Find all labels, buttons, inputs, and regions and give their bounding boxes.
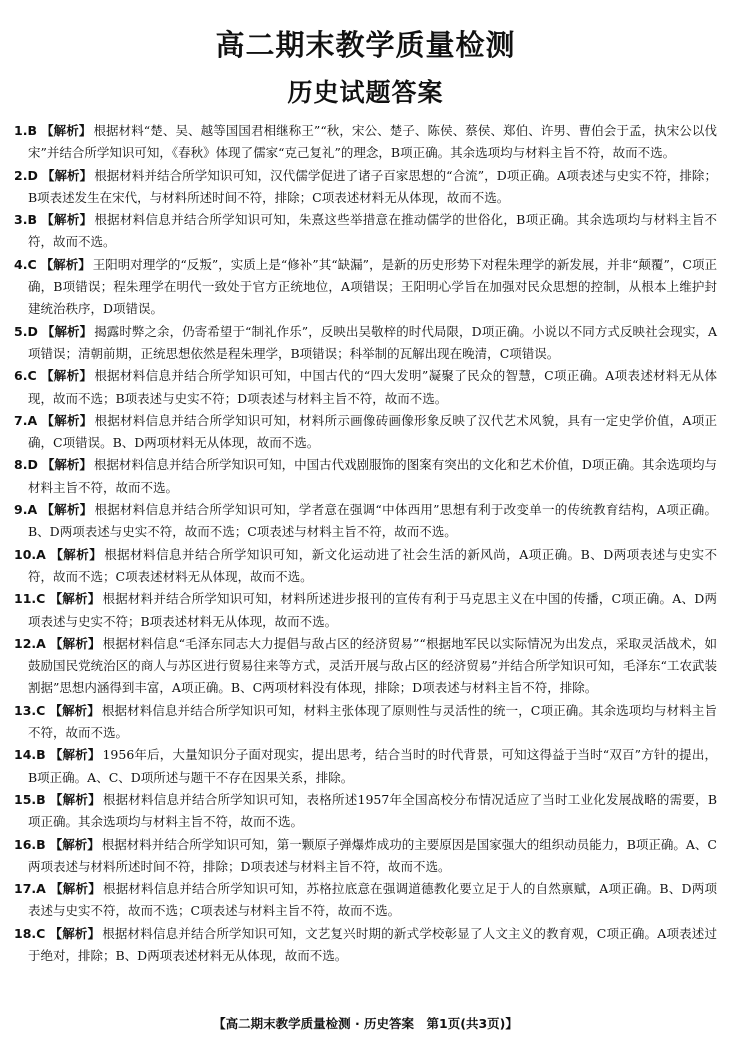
answer-item [14,789,717,834]
analysis-tag: 【解析】 [41,412,93,428]
question-number: 4. [14,256,28,272]
answer-letter: B [36,836,46,852]
answer-letter: A [36,546,46,562]
answer-letter: D [27,457,38,473]
page-title: 高二期末教学质量检测 [215,28,516,62]
analysis-tag: 【解析】 [40,256,91,272]
analysis-tag: 【解析】 [49,702,100,718]
analysis-tag: 【解析】 [40,212,93,228]
analysis-text: 根据材料信息并结合所学知识可知，材料所示画像砖画像形象反映了汉代艺术风貌，具有一定史学价值，A项正确，C项错误。B、D两项材料无从体现，故而不选。 [28,412,717,451]
answer-item [14,700,717,745]
analysis-tag: 【解析】 [49,635,101,651]
answer-item [14,120,717,165]
answer-letter: C [36,925,46,941]
question-number: 5. [14,323,28,339]
answer-list [14,120,717,967]
question-number: 6. [14,368,28,384]
answer-item [14,410,717,455]
answer-letter: C [27,256,37,272]
analysis-tag: 【解析】 [41,457,92,473]
answer-item [14,544,717,589]
answer-item [14,254,717,321]
analysis-text: 根据材料并结合所学知识可知，汉代儒学促进了诸子百家思想的“合流”，D项正确。A项表述与史实不符，排除；B项表述发生在宋代，与材料所述时间不符，排除；C项表述材料无从体现，故而不选。 [28,167,717,205]
analysis-text: 根据材料信息并结合所学知识可知，苏格拉底意在强调道德教化要立足于人的自然禀赋，A项正确。B、D两项表述与史实不符，故而不选；C项表述与材料主旨不符，故而不选。 [28,881,717,919]
answer-item [14,321,717,366]
answer-letter: B [27,212,37,228]
analysis-text: 根据材料信息“毛泽东同志大力提倡与敌占区的经济贸易”“根据地军民以实际情况为出发点，采取灵活战术，如鼓励国民党统治区的商人与苏区进行贸易往来等方式，灵活开展与敌占区的经济贸易”并结合所学知识可知，毛泽东“工农武装割据”思想内涵得到丰富，A项正确。B、C两项材料没有体现，排除；D项表述与材料主旨不符，排除。 [28,635,717,696]
question-number: 7. [14,412,28,428]
analysis-tag: 【解析】 [49,591,101,607]
question-number: 1. [14,123,28,138]
question-number: 18. [14,925,37,941]
analysis-tag: 【解析】 [49,836,100,852]
answer-letter: C [36,591,46,607]
analysis-tag: 【解析】 [40,368,93,384]
analysis-text: 根据材料信息并结合所学知识可知，学者意在强调“中体西用”思想有利于改变单一的传统教育结构，A项正确。B、D两项表述与史实不符，故而不选；C项表述与材料主旨不符，故而不选。 [28,502,717,540]
answer-letter: B [36,791,46,807]
question-number: 11. [14,591,37,607]
answer-letter: A [27,502,38,518]
analysis-text: 根据材料信息并结合所学知识可知，新文化运动进了社会生活的新风尚，A项正确。B、D两项表述与史实不符，故而不选；C项表述材料无从体现，故而不选。 [28,546,717,584]
analysis-text: 根据材料信息并结合所学知识可知，中国古代的“四大发明”凝聚了民众的智慧，C项正确。A项表述材料无从体现，故而不选；B项表述与史实不符；D项表述与材料主旨不符，故而不选。 [28,368,717,406]
analysis-text: 根据材料信息并结合所学知识可知，表格所述1957年全国高校分布情况适应了当时工业化发展战略的需要，B项正确。其余选项均与材料主旨不符，故而不选。 [28,791,717,830]
answer-item [14,744,717,789]
analysis-text: 根据材料信息并结合所学知识可知，中国古代戏剧服饰的图案有突出的文化和艺术价值，D项正确。其余选项均与材料主旨不符，故而不选。 [28,457,717,495]
question-number: 12. [14,635,37,651]
analysis-tag: 【解析】 [49,747,101,763]
analysis-text: 王阳明对理学的“反叛”，实质上是“修补”其“缺漏”，是新的历史形势下对程朱理学的新发展，并非“颠覆”，C项正确，B项错误；程朱理学在明代一致处于官方正统地位，A项错误；王阳明心学旨在加强对民众思想的控制，从根本上维护封建统治秩序，D项错误。 [28,256,717,317]
answer-item [14,878,717,923]
question-number: 15. [14,791,37,807]
question-number: 17. [14,881,37,897]
analysis-tag: 【解析】 [49,925,101,941]
analysis-text: 根据材料并结合所学知识可知，材料所述进步报刊的宣传有利于马克思主义在中国的传播，C项正确。A、D两项表述与史实不符；B项表述材料无从体现，故而不选。 [28,591,717,629]
answer-item [14,499,717,544]
answer-item [14,633,717,700]
answer-letter: D [27,167,38,183]
answer-item [14,209,717,254]
analysis-tag: 【解析】 [41,167,93,183]
answer-letter: B [27,123,37,138]
question-number: 10. [14,546,37,562]
answer-item [14,365,717,410]
question-number: 13. [14,702,37,718]
analysis-text: 1956年后，大量知识分子面对现实，提出思考，结合当时的时代背景，可知这得益于当时“双百”方针的提出，B项正确。A、C、D项所述与题干不存在因果关系，排除。 [28,747,717,785]
analysis-text: 揭露时弊之余，仍寄希望于“制礼作乐”，反映出吴敬梓的时代局限，D项正确。小说以不同方式反映社会现实，A项错误；清朝前期，正统思想依然是程朱理学，B项错误；科举制的瓦解出现在晚清，C项错误。 [28,323,717,361]
analysis-text: 根据材料信息并结合所学知识可知，朱熹这些举措意在推动儒学的世俗化，B项正确。其余选项均与材料主旨不符，故而不选。 [28,212,717,250]
answer-letter: C [36,702,46,718]
answer-letter: A [36,881,46,897]
analysis-tag: 【解析】 [49,546,103,562]
analysis-text: 根据材料“楚、吴、越等国国君相继称王”“秋，宋公、楚子、陈侯、蔡侯、郑伯、许男、曹伯会于孟，执宋公以伐宋”并结合所学知识可知，《春秋》体现了儒家“克己复礼”的理念，B项正确。其余选项均与材料主旨不符，故而不选。 [28,123,717,161]
analysis-text: 根据材料信息并结合所学知识可知，材料主张体现了原则性与灵活性的统一，C项正确。其余选项均与材料主旨不符，故而不选。 [28,702,717,741]
answer-item [14,454,717,499]
analysis-tag: 【解析】 [41,323,93,339]
answer-letter: B [36,747,46,763]
answer-letter: A [27,412,38,428]
analysis-tag: 【解析】 [40,123,92,138]
page-footer: 【高二期末教学质量检测 · 历史答案 第1页(共3页)】 [213,1016,518,1031]
analysis-tag: 【解析】 [41,502,93,518]
analysis-text: 根据材料并结合所学知识可知，第一颗原子弹爆炸成功的主要原因是国家强大的组织动员能力，B项正确。A、C两项表述与材料所述时间不符，排除；D项表述与材料主旨不符，故而不选。 [28,836,717,874]
question-number: 16. [14,836,37,852]
question-number: 2. [14,167,28,183]
answer-letter: D [27,323,38,339]
analysis-text: 根据材料信息并结合所学知识可知，文艺复兴时期的新式学校彰显了人文主义的教育观，C项正确。A项表述过于绝对，排除；B、D两项表述材料无从体现，故而不选。 [28,925,717,963]
question-number: 8. [14,457,28,473]
analysis-tag: 【解析】 [49,881,101,897]
question-number: 14. [14,747,37,763]
answer-item [14,588,717,633]
answer-letter: A [36,635,46,651]
answer-item [14,923,717,968]
answer-item [14,834,717,879]
question-number: 9. [14,502,28,518]
analysis-tag: 【解析】 [49,791,101,807]
answer-item [14,165,717,210]
question-number: 3. [14,212,28,228]
page-subtitle: 历史试题答案 [287,78,444,107]
answer-letter: C [27,368,37,384]
